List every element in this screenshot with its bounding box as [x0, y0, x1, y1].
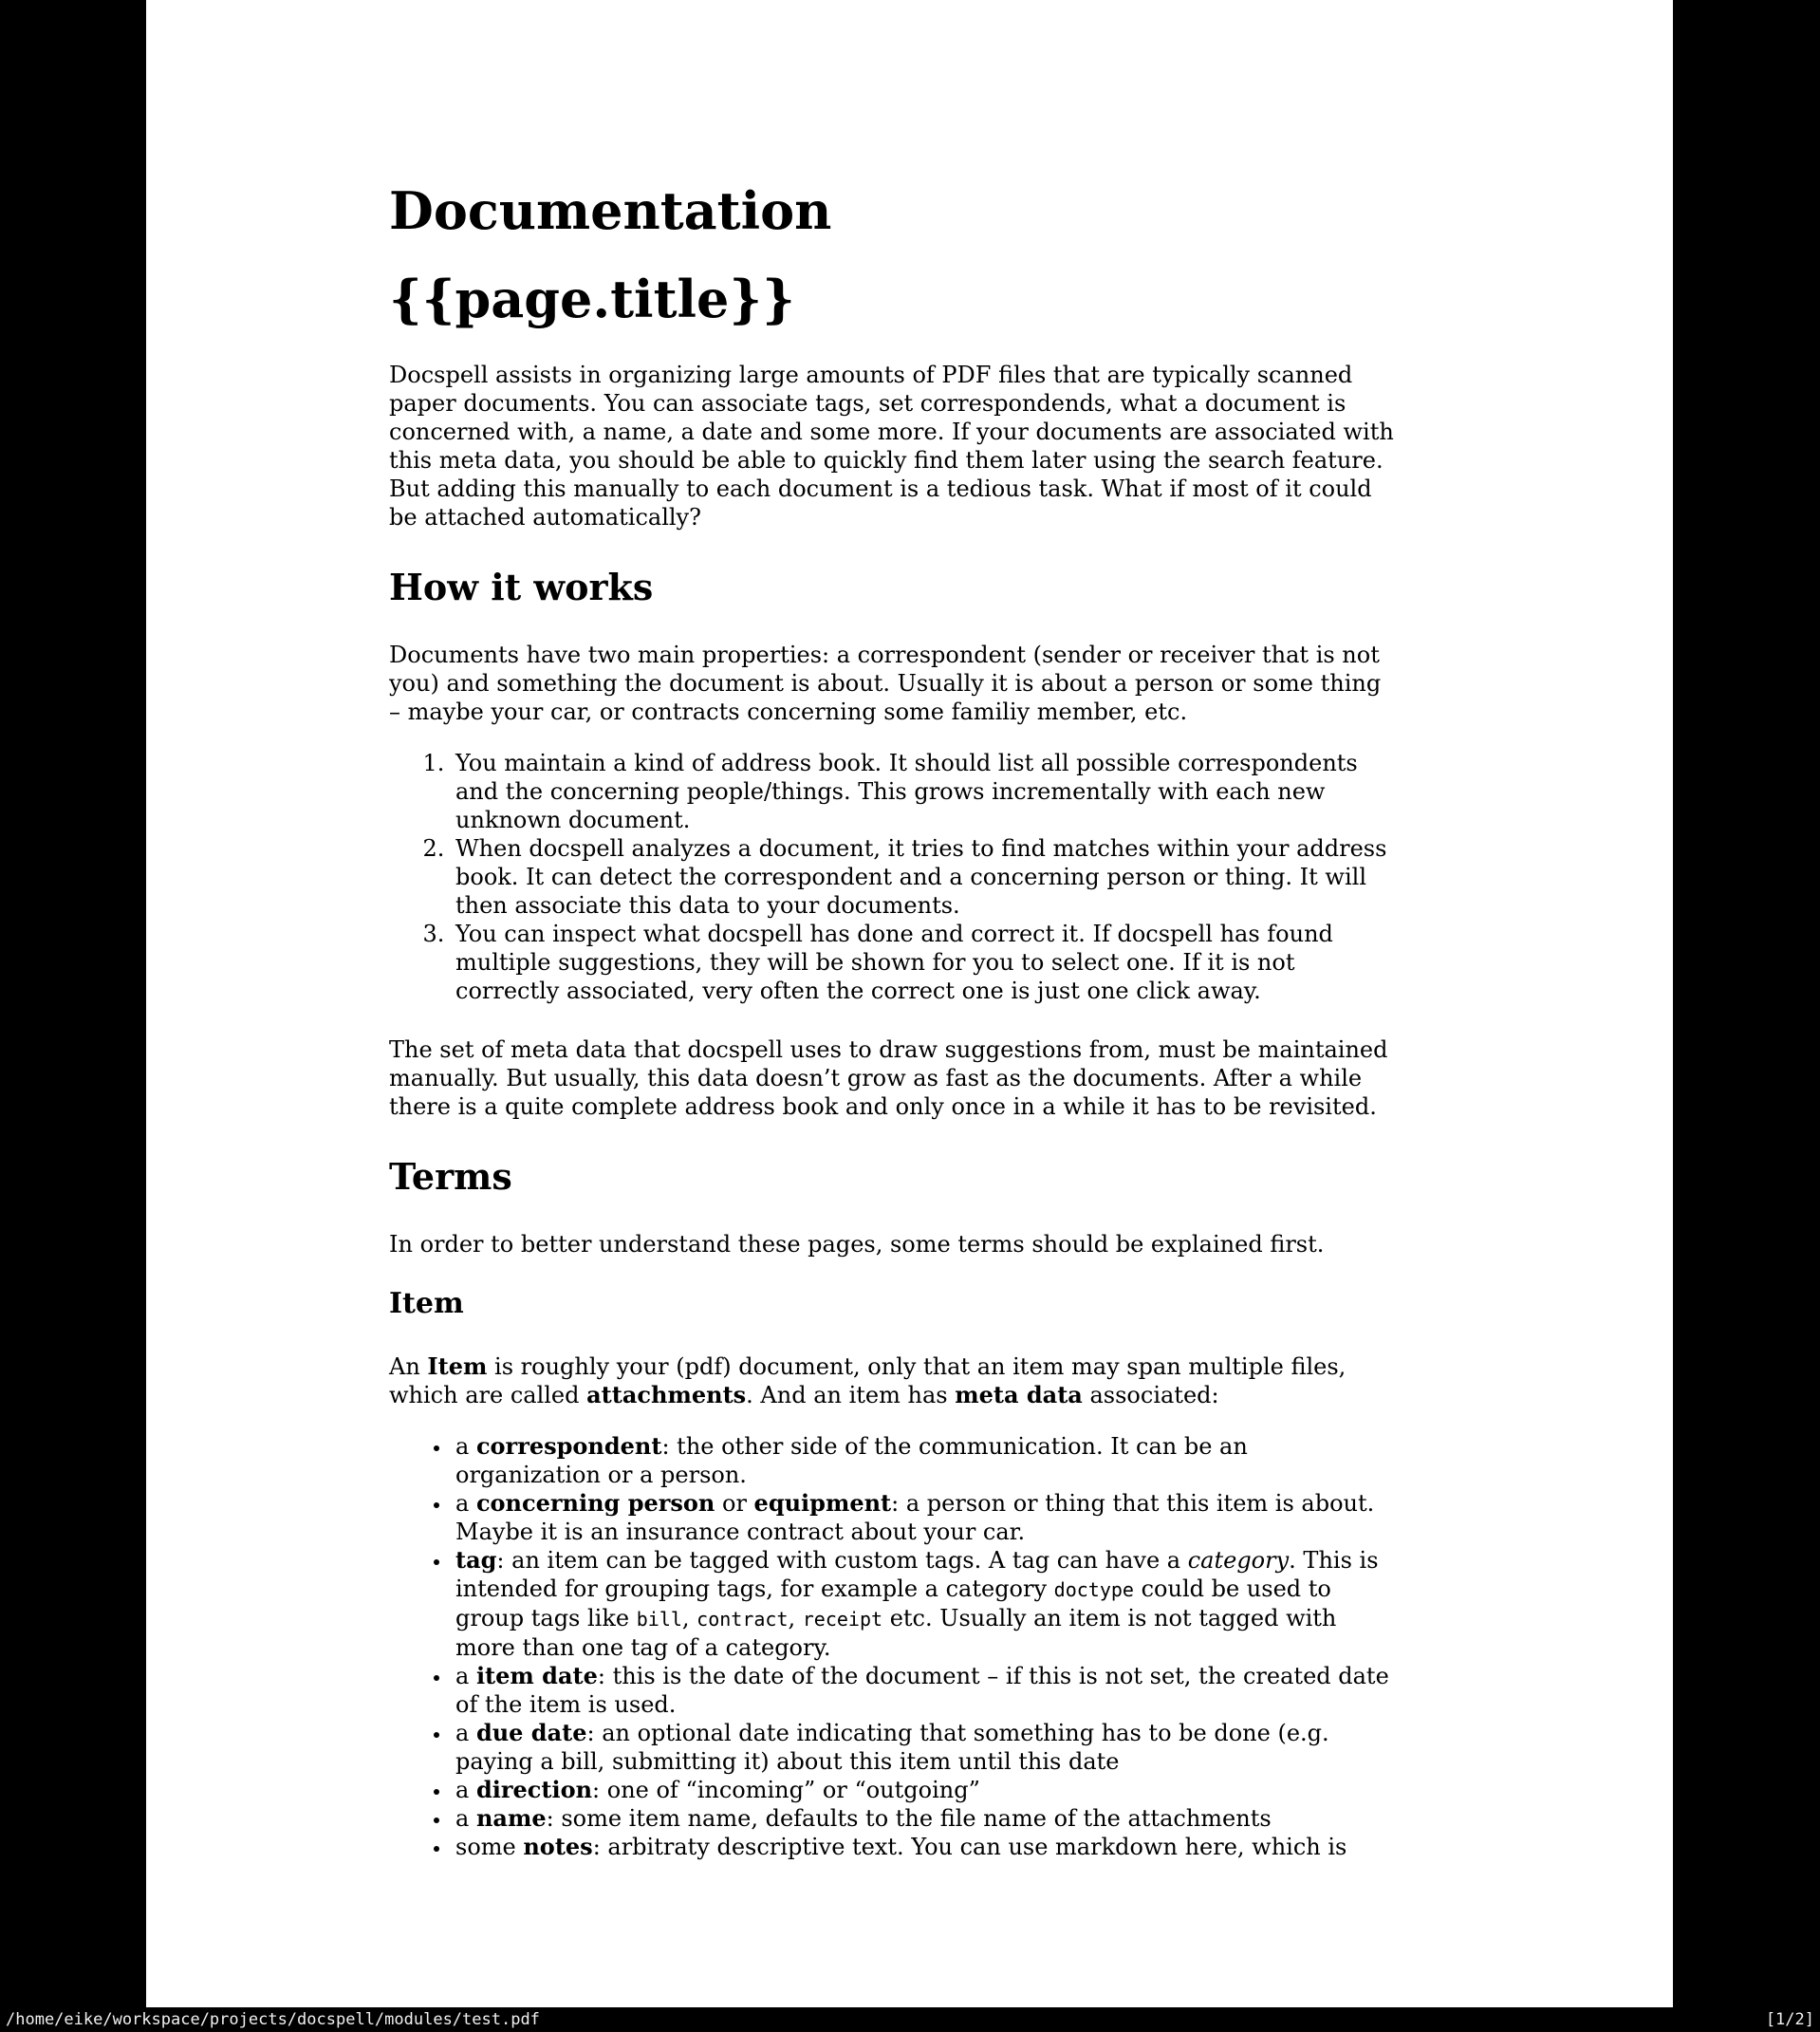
list-item: • a due date: an optional date indicating that something has to be done (e.g. paying a bill, submitting it) about this item until this date	[452, 1719, 1398, 1776]
list-item: • tag: an item can be tagged with custom tags. A tag can have a category. This is intended for grouping tags, for example a category doctype could be used to group tags like bill, contract, receipt etc. Usually an item is not tagged with more than one tag of a category.	[452, 1546, 1398, 1662]
list-item: • a item date: this is the date of the document – if this is not set, the created date of the item is used.	[452, 1662, 1398, 1719]
list-item: • some notes: arbitraty descriptive text. You can use markdown here, which is	[452, 1833, 1398, 1861]
status-file-path: /home/eike/workspace/projects/docspell/modules/test.pdf	[6, 2010, 540, 2029]
list-item: 2. When docspell analyzes a document, it tries to find matches within your address book. It can detect the correspondent and a concerning person or thing. It will then associate this data to your documents.	[452, 834, 1398, 920]
how-it-works-steps-list	[389, 749, 1398, 1005]
pdf-page[interactable]	[146, 0, 1673, 2007]
how-it-works-heading: How it works	[389, 565, 654, 608]
terms-heading: Terms	[389, 1154, 512, 1198]
terms-intro-paragraph: In order to better understand these pages, some terms should be explained first.	[389, 1231, 1325, 1258]
list-item: • a concerning person or equipment: a person or thing that this item is about. Maybe it is an insurance contract about your car.	[452, 1489, 1398, 1546]
list-item: • a name: some item name, defaults to the file name of the attachments	[452, 1804, 1398, 1833]
how-it-works-closing-paragraph: The set of meta data that docspell uses to draw suggestions from, must be maintained manually. But usually, this data doesn’t grow as fast as the documents. After a while there is a quite complete address book and only once in a while it has to be revisited.	[389, 1035, 1388, 1120]
how-it-works-paragraph: Documents have two main properties: a correspondent (sender or receiver that is not you) and something the document is about. Usually it is about a person or some thing – maybe your car, or contracts concerning some familiy member, etc.	[389, 641, 1382, 725]
list-item: 3. You can inspect what docspell has done and correct it. If docspell has found multiple suggestions, they will be shown for you to select one. If it is not correctly associated, very often the correct one is just one click away.	[452, 920, 1398, 1005]
page-content	[146, 0, 1673, 1861]
doc-subtitle: {{page.title}}	[389, 268, 795, 329]
item-heading: Item	[389, 1287, 464, 1321]
intro-paragraph: Docspell assists in organizing large amounts of PDF files that are typically scanned paper documents. You can associate tags, set correspondends, what a document is concerned with, a name, a date and some more. If your documents are associated with this meta data, you should be able to quickly find them later using the search feature. But adding this manually to each document is a tedious task. What if most of it could be attached automatically?	[389, 361, 1394, 531]
doc-title: Documentation	[389, 180, 832, 241]
item-properties-list	[389, 1432, 1398, 1861]
list-item: • a direction: one of “incoming” or “outgoing”	[452, 1776, 1398, 1804]
list-item: • a correspondent: the other side of the communication. It can be an organization or a person.	[452, 1432, 1398, 1489]
status-page-indicator: [1/2]	[1765, 2010, 1814, 2029]
status-bar	[0, 2007, 1820, 2032]
list-item: 1. You maintain a kind of address book. It should list all possible correspondents and the concerning people/things. This grows incrementally with each new unknown document.	[452, 749, 1398, 834]
item-paragraph: An Item is roughly your (pdf) document, only that an item may span multiple files, which are called attachments. And an item has meta data associated:	[389, 1352, 1346, 1409]
